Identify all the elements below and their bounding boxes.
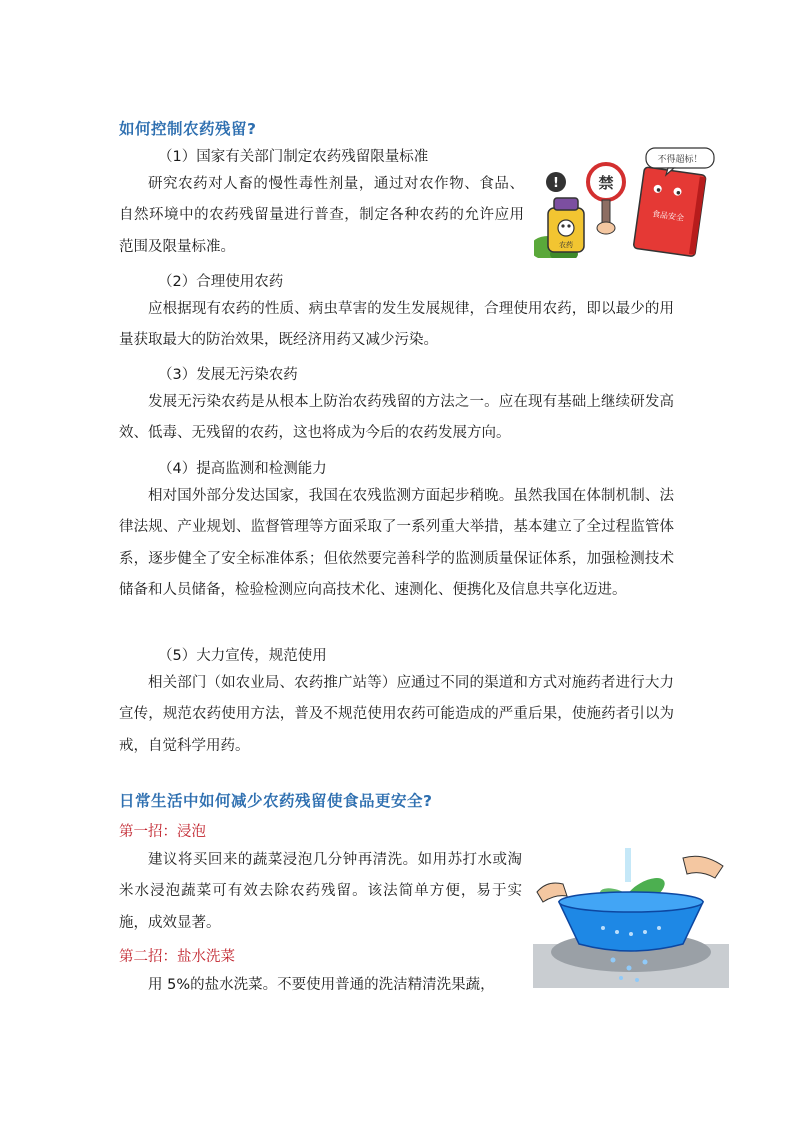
svg-text:!: ! (553, 176, 559, 191)
water-drop-icon (619, 976, 623, 980)
item2-title: （2）合理使用农药 (158, 274, 284, 290)
ban-sign-label: 禁 (598, 174, 614, 192)
section1-heading: 如何控制农药残留? (119, 120, 257, 138)
item5-title: （5）大力宣传，规范使用 (158, 648, 327, 664)
food-safety-illustration (534, 146, 718, 258)
item1-title: （1）国家有关部门制定农药残留限量标准 (158, 149, 429, 165)
food-safety-illustration-svg (534, 146, 718, 258)
item4-title: （4）提高监测和检测能力 (158, 461, 327, 477)
book-label: 食品安全 (651, 209, 685, 223)
washing-vegetables-illustration (533, 848, 729, 988)
water-drop-icon (611, 958, 616, 963)
tip2-title: 第二招：盐水洗菜 (119, 949, 235, 965)
water-stream-icon (625, 848, 631, 882)
bottle-label: 农药 (559, 241, 573, 249)
water-drop-icon (635, 978, 639, 982)
washing-vegetables-illustration-svg (533, 848, 729, 988)
water-drop-icon (627, 966, 632, 971)
section2-heading: 日常生活中如何减少农药残留使食品更安全? (119, 792, 433, 810)
speech-bubble-text: 不得超标！ (657, 155, 703, 165)
water-drop-icon (643, 960, 648, 965)
item4-body: 相对国外部分发达国家，我国在农残监测方面起步稍晚。虽然我国在体制机制、法律法规、产业规划、监督管理等方面采取了一系列重大举措，基本建立了全过程监管体系，逐步健全了安全标准体系；但依然要完善科学的监测质量保证体系，加强检测技术储备和人员储备，检验检测应向高技术化、速测化、便携化及信息共享化迈进。 (119, 488, 674, 598)
skull-icon (558, 220, 574, 236)
bottle-cap-icon (554, 198, 578, 210)
item3-title: （3）发展无污染农药 (158, 367, 298, 383)
item5-body: 相关部门（如农业局、农药推广站等）应通过不同的渠道和方式对施药者进行大力宣传，规范农药使用方法，普及不规范使用农药可能造成的严重后果，使施药者引以为戒，自觉科学用药。 (119, 675, 674, 754)
hand-icon (597, 222, 615, 234)
tip1-title: 第一招：浸泡 (119, 824, 206, 840)
item2-body: 应根据现有农药的性质、病虫草害的发生发展规律，合理使用农药，即以最少的用量获取最大的防治效果，既经济用药又减少污染。 (119, 301, 674, 349)
item3-body: 发展无污染农药是从根本上防治农药残留的方法之一。应在现有基础上继续研发高效、低毒、无残留的农药，这也将成为今后的农药发展方向。 (119, 394, 674, 442)
tip2-body: 用 5%的盐水洗菜。不要使用普通的洗洁精清洗果蔬， (148, 977, 495, 993)
tip1-body: 建议将买回来的蔬菜浸泡几分钟再清洗。如用苏打水或淘米水浸泡蔬菜可有效去除农药残留。该法简单方便，易于实施，成效显著。 (119, 852, 522, 931)
item1-body: 研究农药对人畜的慢性毒性剂量，通过对农作物、食品、自然环境中的农药残留量进行普查，制定各种农药的允许应用范围及限量标准。 (119, 176, 524, 255)
